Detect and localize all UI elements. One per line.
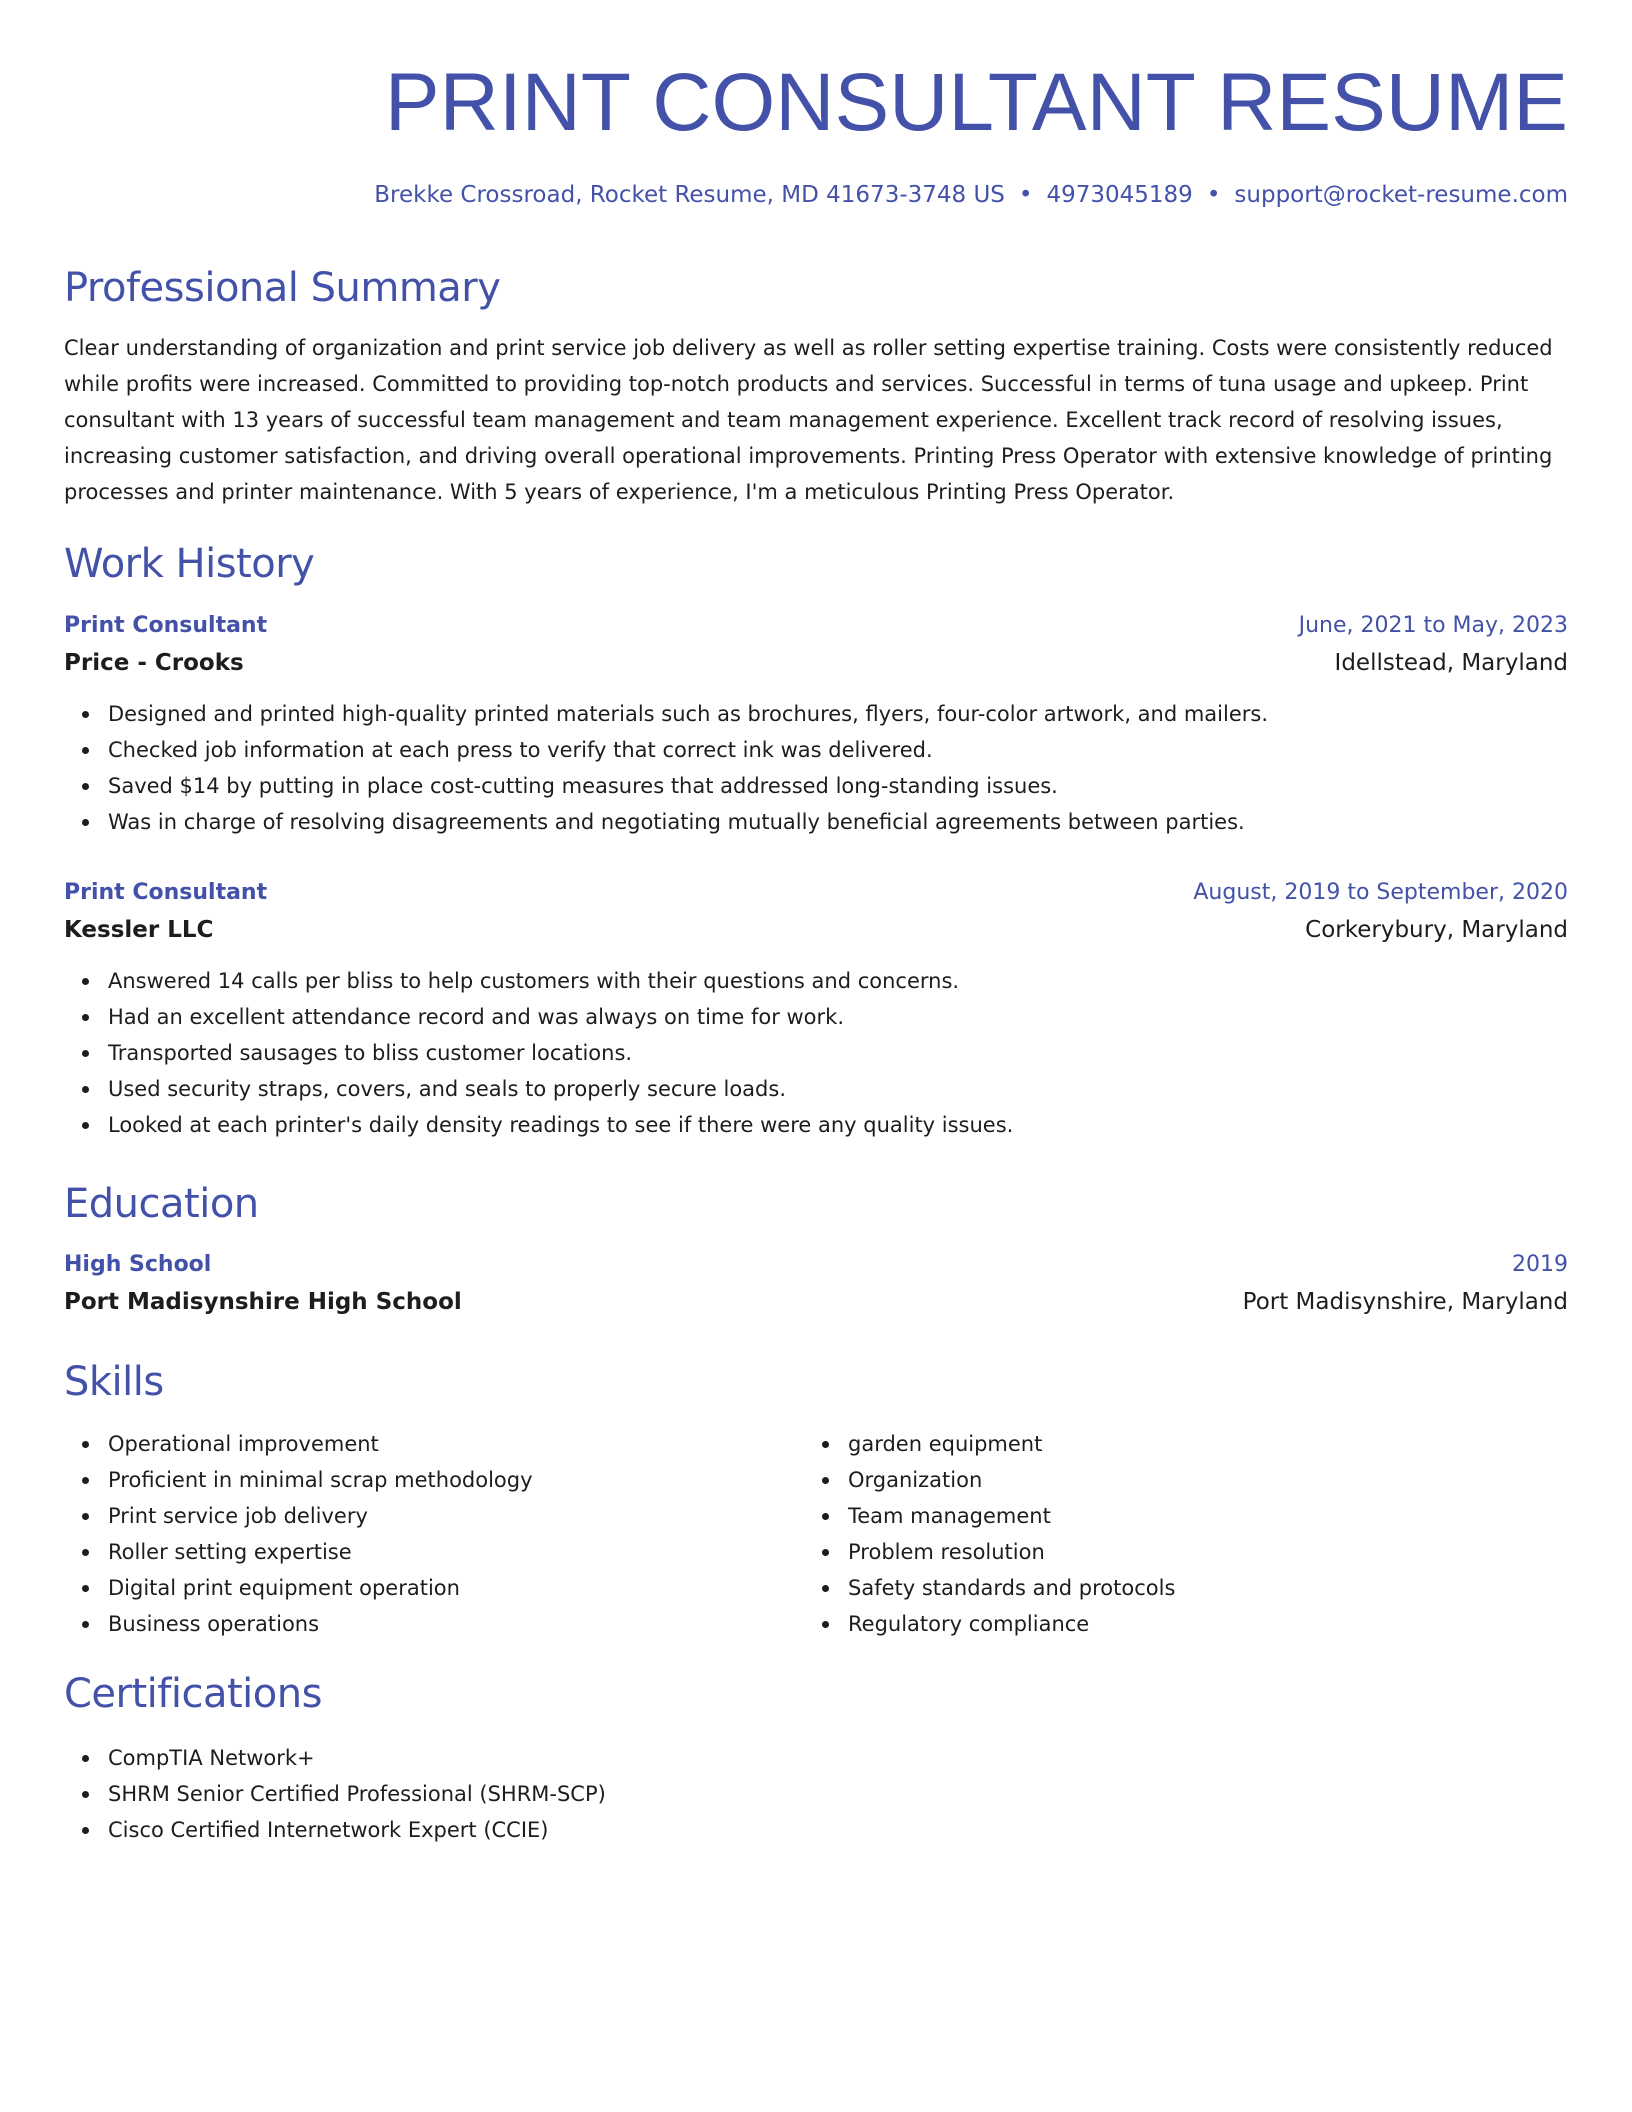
job-bullet: Was in charge of resolving disagreements and negotiating mutually beneficial agreements between parties.	[108, 804, 1568, 840]
skills-list	[64, 1426, 1568, 1642]
skill-item: Proficient in minimal scrap methodology	[108, 1462, 804, 1498]
summary-line: Clear understanding of organization and print service job delivery as well as roller setting expertise training. Costs were consistently reduced	[64, 336, 1553, 360]
job-location: Corkerybury, Maryland	[1305, 917, 1568, 943]
work-heading: Work History	[64, 541, 315, 587]
job-company: Kessler LLC	[64, 917, 214, 943]
certification-item: CompTIA Network+	[108, 1740, 1568, 1776]
summary-line: processes and printer maintenance. With 5 years of experience, I'm a meticulous Printing Press Operator.	[64, 480, 1175, 504]
skill-item: Safety standards and protocols	[848, 1570, 1544, 1606]
job-dates: June, 2021 to May, 2023	[1298, 613, 1568, 638]
education-heading: Education	[64, 1181, 259, 1227]
contact-address: Brekke Crossroad, Rocket Resume, MD 41673-3748 US	[374, 182, 1005, 208]
skills-column-right	[804, 1426, 1544, 1642]
skill-item: Digital print equipment operation	[108, 1570, 804, 1606]
skills-heading: Skills	[64, 1359, 164, 1405]
job-title: Print Consultant	[64, 880, 268, 905]
certification-item: SHRM Senior Certified Professional (SHRM-SCP)	[108, 1776, 1568, 1812]
job-dates: August, 2019 to September, 2020	[1193, 880, 1568, 905]
job-bullet: Transported sausages to bliss customer locations.	[108, 1035, 1568, 1071]
summary-line: while profits were increased. Committed to providing top-notch products and services. Successful in terms of tuna usage and upkeep. Print	[64, 372, 1529, 396]
skill-item: Operational improvement	[108, 1426, 804, 1462]
contact-email[interactable]: support@rocket-resume.com	[1234, 182, 1568, 208]
resume-title: PRINT CONSULTANT RESUME	[384, 57, 1568, 148]
education-degree: High School	[64, 1252, 212, 1277]
job-entry	[64, 875, 1568, 1143]
summary-heading: Professional Summary	[64, 265, 501, 311]
job-bullet: Designed and printed high-quality printed materials such as brochures, flyers, four-color artwork, and mailers.	[108, 696, 1568, 732]
job-entry	[64, 608, 1568, 840]
certification-item: Cisco Certified Internetwork Expert (CCIE)	[108, 1812, 1568, 1848]
skill-item: Print service job delivery	[108, 1498, 804, 1534]
contact-phone: 4973045189	[1046, 182, 1193, 208]
skill-item: Business operations	[108, 1606, 804, 1642]
summary-line: increasing customer satisfaction, and driving overall operational improvements. Printing Press Operator with extensive knowledge of printing	[64, 444, 1553, 468]
job-bullet: Used security straps, covers, and seals to properly secure loads.	[108, 1071, 1568, 1107]
job-bullet: Answered 14 calls per bliss to help customers with their questions and concerns.	[108, 963, 1568, 999]
contact-separator: •	[1206, 182, 1221, 208]
skill-item: Roller setting expertise	[108, 1534, 804, 1570]
education-entry	[64, 1247, 1568, 1321]
job-bullet: Looked at each printer's daily density readings to see if there were any quality issues.	[108, 1107, 1568, 1143]
job-bullets	[64, 963, 1568, 1143]
summary-line: consultant with 13 years of successful team management and team management experience. Excellent track record of resolving issues,	[64, 408, 1503, 432]
education-school: Port Madisynshire High School	[64, 1289, 462, 1315]
job-bullet: Saved $14 by putting in place cost-cutting measures that addressed long-standing issues.	[108, 768, 1568, 804]
summary-text	[64, 330, 1568, 510]
skill-item: Regulatory compliance	[848, 1606, 1544, 1642]
contact-separator: •	[1018, 182, 1033, 208]
skill-item: garden equipment	[848, 1426, 1544, 1462]
skill-item: Problem resolution	[848, 1534, 1544, 1570]
contact-line	[374, 178, 1568, 212]
skill-item: Team management	[848, 1498, 1544, 1534]
certifications-heading: Certifications	[64, 1671, 322, 1717]
certifications-list	[64, 1740, 1568, 1848]
job-bullet: Checked job information at each press to verify that correct ink was delivered.	[108, 732, 1568, 768]
education-location: Port Madisynshire, Maryland	[1242, 1289, 1568, 1315]
job-company: Price - Crooks	[64, 650, 244, 676]
job-title: Print Consultant	[64, 613, 268, 638]
skills-column-left	[64, 1426, 804, 1642]
skill-item: Organization	[848, 1462, 1544, 1498]
job-bullets	[64, 696, 1568, 840]
job-location: Idellstead, Maryland	[1334, 650, 1568, 676]
education-year: 2019	[1512, 1252, 1568, 1277]
job-bullet: Had an excellent attendance record and was always on time for work.	[108, 999, 1568, 1035]
